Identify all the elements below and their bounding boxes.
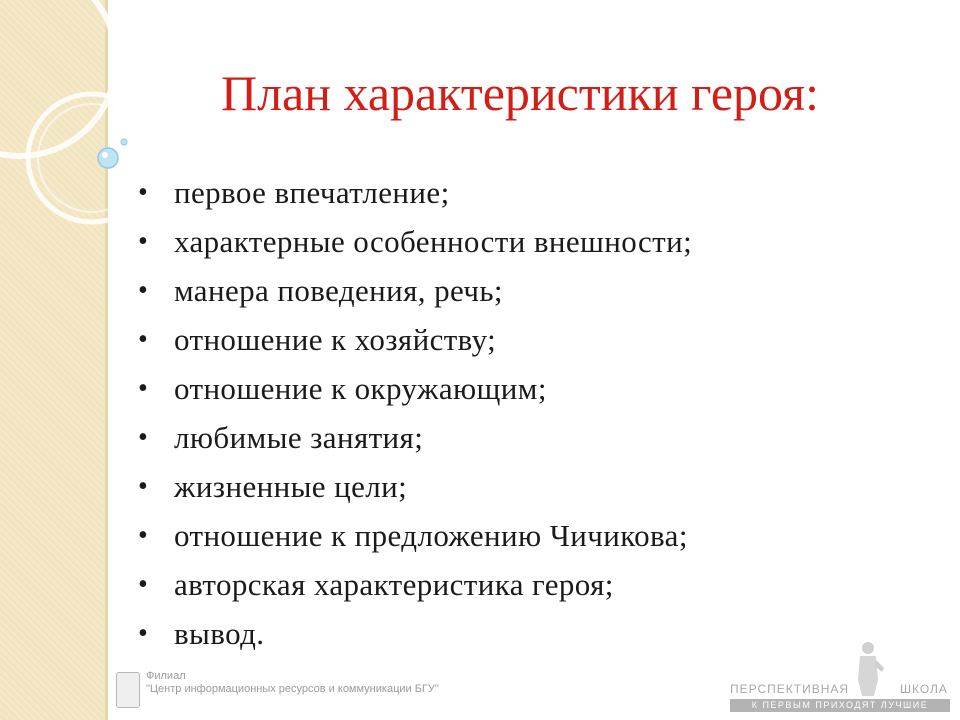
list-item <box>138 364 692 413</box>
footer-left-line1: Филиал <box>146 670 186 682</box>
list-item <box>138 168 692 217</box>
list-item-text: жизненные цели; <box>174 469 408 504</box>
list-item-text: первое впечатление; <box>174 175 450 210</box>
list-item <box>138 609 692 658</box>
bullet-icon: • <box>138 373 149 404</box>
bullet-icon: • <box>138 471 149 502</box>
footer-left-line2: "Центр информационных ресурсов и коммуникации БГУ" <box>146 683 439 695</box>
list-item-text: отношение к хозяйству; <box>174 322 497 357</box>
list-item-text: манера поведения, речь; <box>174 273 503 308</box>
footer-right-word2: ШКОЛА <box>900 682 948 696</box>
bullet-icon: • <box>138 324 149 355</box>
slide-title: План характеристики героя: <box>221 65 819 121</box>
footer-right-word1: ПЕРСПЕКТИВНАЯ <box>730 682 850 696</box>
footer-right-logo <box>730 638 950 714</box>
list-item-text: вывод. <box>174 616 265 651</box>
statue-icon <box>848 638 888 698</box>
footer-right-slogan: К ПЕРВЫМ ПРИХОДЯТ ЛУЧШИЕ <box>730 699 950 712</box>
list-item <box>138 462 692 511</box>
list-item-text: характерные особенности внешности; <box>174 224 693 259</box>
book-emblem-icon <box>116 672 140 708</box>
list-item-text: авторская характеристика героя; <box>174 567 614 602</box>
bullet-icon: • <box>138 422 149 453</box>
list-item-text: любимые занятия; <box>174 420 424 455</box>
bullet-icon: • <box>138 177 149 208</box>
list-item-text: отношение к окружающим; <box>174 371 547 406</box>
list-item <box>138 511 692 560</box>
list-item-text: отношение к предложению Чичикова; <box>174 518 688 553</box>
list-item <box>138 560 692 609</box>
bullet-icon: • <box>138 226 149 257</box>
bullet-icon: • <box>138 275 149 306</box>
list-item <box>138 266 692 315</box>
list-item <box>138 217 692 266</box>
bullet-icon: • <box>138 569 149 600</box>
list-item <box>138 413 692 462</box>
list-item <box>138 315 692 364</box>
footer-left-text <box>146 670 439 696</box>
bullet-icon: • <box>138 618 149 649</box>
bullet-icon: • <box>138 520 149 551</box>
bullet-list <box>138 168 692 658</box>
